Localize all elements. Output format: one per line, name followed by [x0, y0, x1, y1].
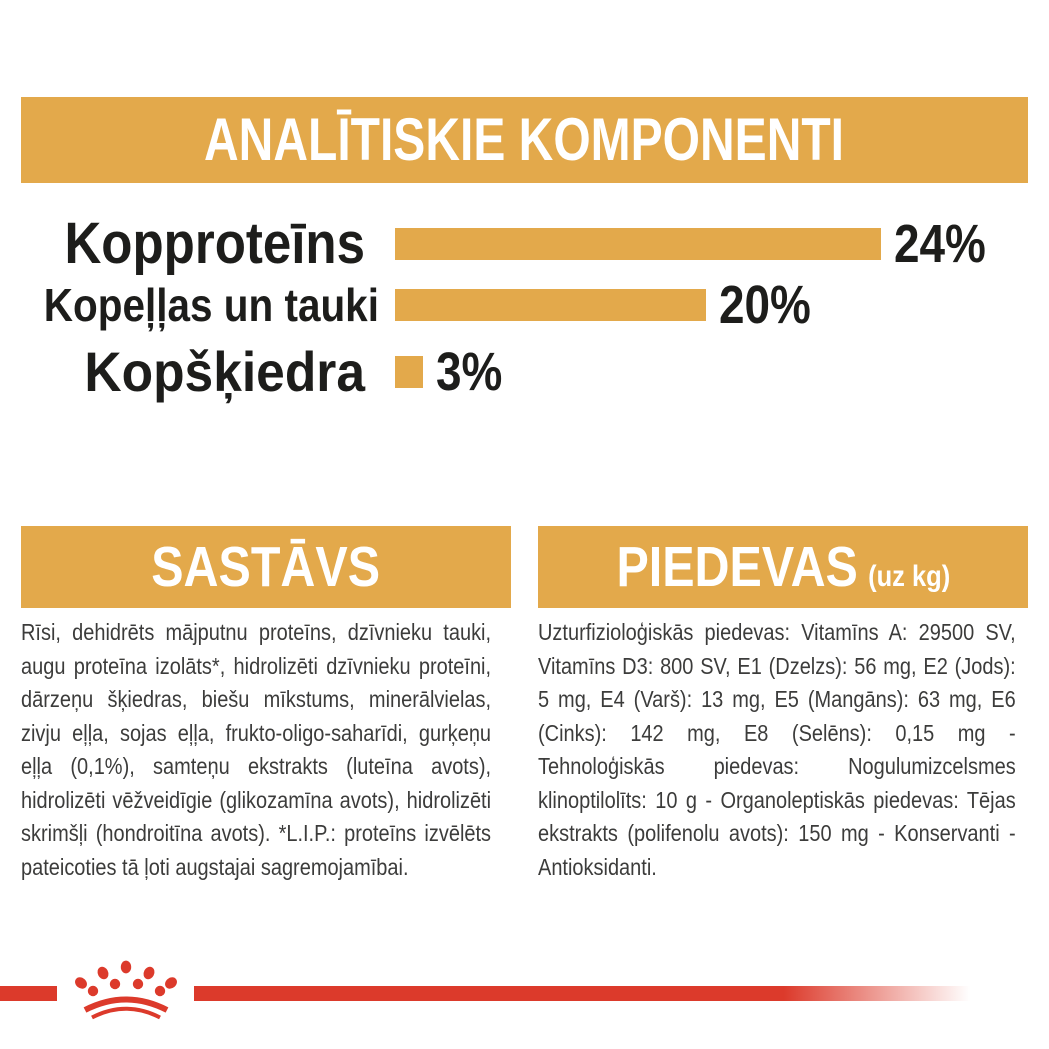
additives-paragraph: Uzturfizioloģiskās piedevas: Vitamīns A: 29500 SV, Vitamīns D3: 800 SV, E1 (Dzelzs): 56 mg, E2 (Jods): 5 mg, E4 (Varš): 13 mg, E5 (Mangāns): 63 mg, E6 (Cinks): 142 mg, E8 (Selēns): 0,15 mg - Tehnoloģiskās piedevas: Nogulumizcelsmes klinoptilolīts: 10 g - Organoleptiskās piedevas: Tējas ekstrakts (polifenolu avots): 150 mg - Konservanti - Antioksidanti.	[538, 619, 1016, 880]
chart-bar	[395, 356, 423, 388]
chart-bar	[395, 228, 881, 260]
composition-header-inner	[151, 534, 381, 599]
additives-title-unit: (uz kg)	[867, 559, 950, 593]
chart-row	[0, 212, 1049, 276]
chart-value-label: 3%	[436, 342, 503, 402]
red-divider-line-right	[194, 986, 970, 1001]
royal-canin-crown-logo	[72, 959, 180, 1025]
additives-header-inner	[616, 534, 950, 599]
chart-row	[0, 340, 1049, 404]
analytical-components-header-band	[21, 97, 1028, 183]
analytical-components-chart	[0, 211, 1049, 403]
chart-bar	[395, 289, 706, 321]
red-divider-line-left	[0, 986, 57, 1001]
chart-row	[0, 273, 1049, 337]
additives-title: PIEDEVAS	[616, 534, 858, 599]
chart-value-label: 20%	[719, 275, 811, 335]
chart-category-label: Kopproteīns	[64, 211, 366, 276]
composition-title: SASTĀVS	[151, 534, 381, 599]
composition-paragraph: Rīsi, dehidrēts mājputnu proteīns, dzīvnieku tauki, augu proteīna izolāts*, hidrolizēti dzīvnieku proteīni, dārzeņu šķiedras, biešu mīkstums, minerālvielas, zivju eļļa, sojas eļļa, frukto-oligo-saharīdi, gurķeņu eļļa (0,1%), samteņu ekstrakts (luteīna avots), hidrolizēti vēžveidīgie (glikozamīna avots), hidrolizēti skrimšļi (hondroitīna avots). *L.I.P.: proteīns izvēlēts pateicoties tā ļoti augstajai sagremojamībai.	[21, 619, 492, 880]
chart-value-label: 24%	[894, 214, 986, 274]
chart-category-label: Kopšķiedra	[84, 340, 366, 403]
analytical-components-title: ANALĪTISKIE KOMPONENTI	[204, 106, 845, 173]
composition-header-band	[21, 526, 511, 608]
additives-header-band	[538, 526, 1028, 608]
chart-category-label: Kopeļļas un tauki	[43, 279, 379, 331]
analytical-components-header-inner	[204, 106, 845, 173]
